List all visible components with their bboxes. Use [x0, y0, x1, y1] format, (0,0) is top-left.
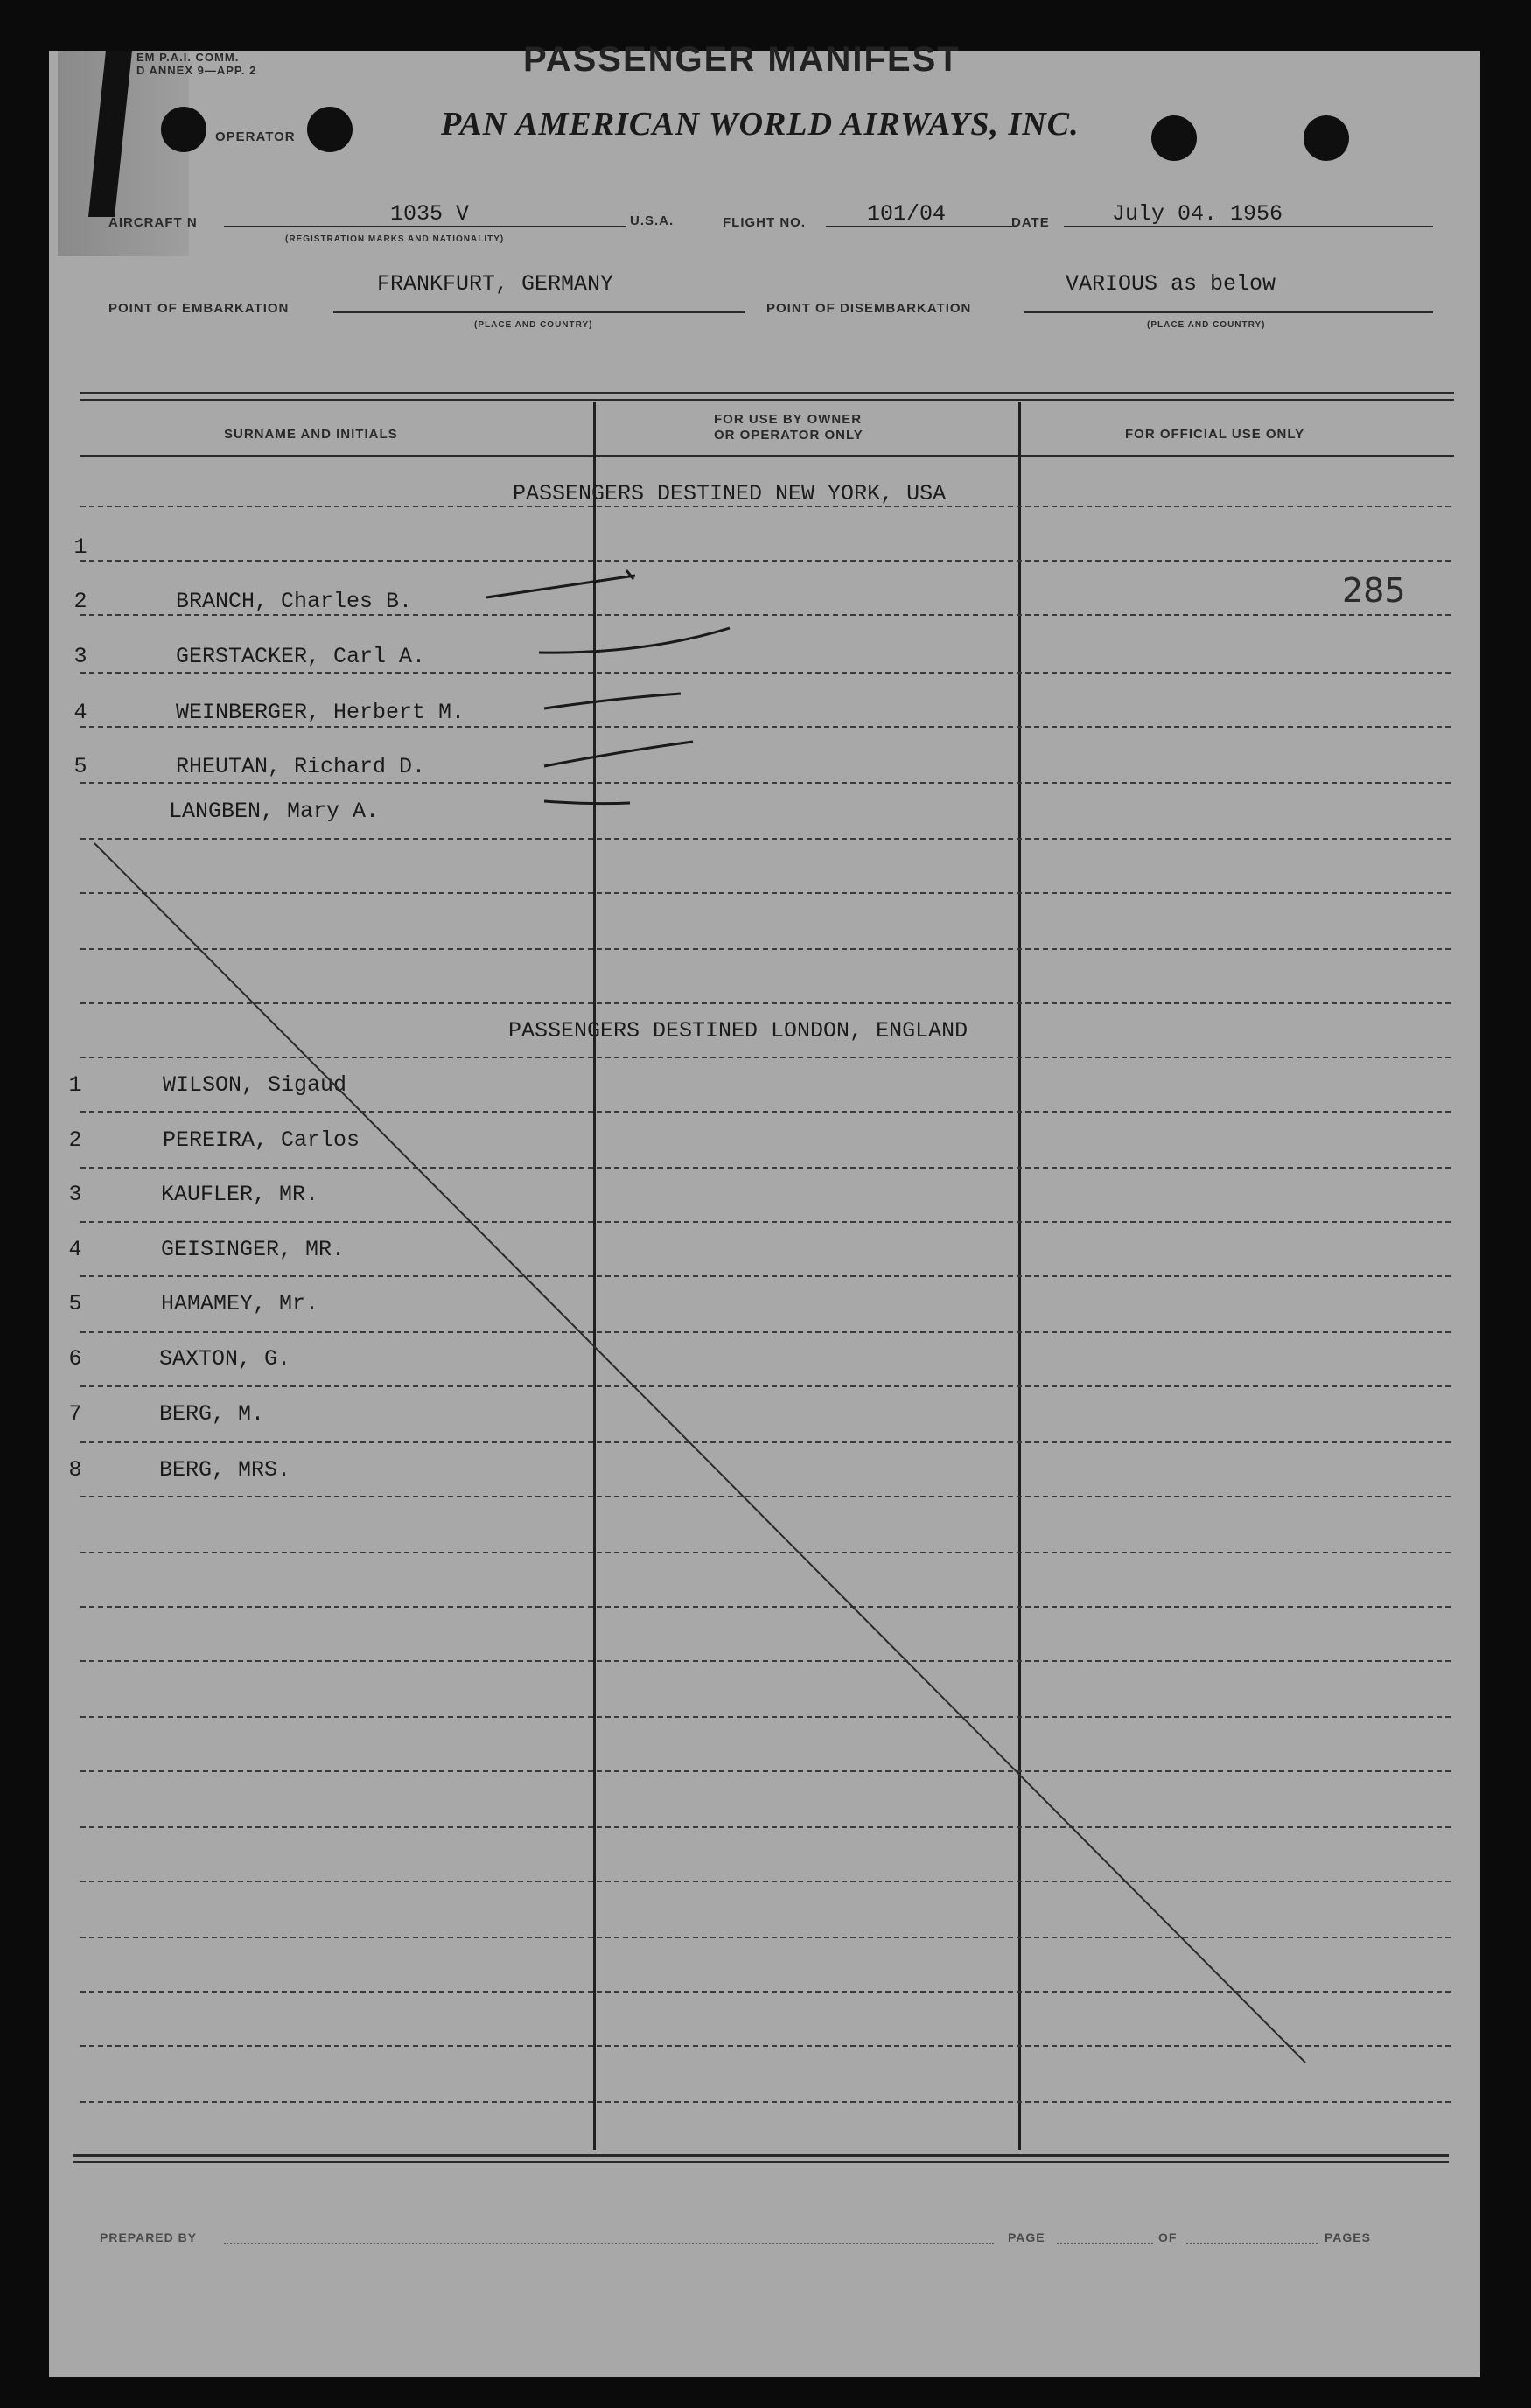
operator-label: OPERATOR: [215, 129, 296, 144]
column-header-owner-line1: FOR USE BY OWNER: [714, 412, 863, 427]
row-number: 3: [73, 644, 87, 669]
passenger-name: BERG, M.: [159, 1401, 265, 1427]
row-number: 6: [68, 1346, 82, 1372]
passenger-name: BRANCH, Charles B.: [176, 589, 413, 614]
prepared-by-label: PREPARED BY: [100, 2230, 198, 2244]
of-label: OF: [1158, 2230, 1178, 2244]
usa-label: U.S.A.: [630, 213, 675, 228]
passenger-name: WILSON, Sigaud: [163, 1072, 347, 1098]
passenger-name: RHEUTAN, Richard D.: [176, 754, 426, 779]
flight-label: FLIGHT NO.: [723, 215, 806, 230]
pages-label: PAGES: [1325, 2230, 1371, 2244]
registration-caption: (REGISTRATION MARKS AND NATIONALITY): [285, 234, 505, 244]
manifest-page: [49, 40, 1480, 2377]
passenger-name: GEISINGER, MR.: [161, 1237, 346, 1262]
column-header-official: FOR OFFICIAL USE ONLY: [1125, 427, 1305, 442]
passenger-name: PEREIRA, Carlos: [163, 1127, 360, 1153]
embarkation-value: FRANKFURT, GERMANY: [377, 271, 614, 297]
passenger-name: HAMAMEY, Mr.: [161, 1291, 319, 1316]
row-number: 7: [68, 1401, 82, 1427]
airline-name: PAN AMERICAN WORLD AIRWAYS, INC.: [441, 106, 1080, 143]
disembarkation-caption: (PLACE AND COUNTRY): [1147, 320, 1266, 330]
row-number: 2: [68, 1127, 82, 1153]
disembarkation-value: VARIOUS as below: [1066, 271, 1276, 297]
passenger-name: GERSTACKER, Carl A.: [176, 644, 426, 669]
row-number: 1: [68, 1072, 82, 1098]
row-number: 5: [68, 1291, 82, 1316]
column-header-owner-line2: OR OPERATOR ONLY: [714, 428, 863, 443]
page-label: PAGE: [1008, 2230, 1045, 2244]
aircraft-value: 1035 V: [390, 201, 470, 227]
embarkation-label: POINT OF EMBARKATION: [108, 301, 290, 316]
form-title: PASSENGER MANIFEST: [523, 40, 961, 79]
corner-note-2: D ANNEX 9—APP. 2: [136, 64, 257, 77]
check-mark-3: [544, 694, 681, 708]
embarkation-caption: (PLACE AND COUNTRY): [474, 320, 593, 330]
date-value: July 04. 1956: [1112, 201, 1283, 227]
check-mark-1: [486, 570, 635, 597]
passenger-name: SAXTON, G.: [159, 1346, 291, 1372]
corner-note-1: EM P.A.I. COMM.: [136, 51, 240, 64]
row-number: 2: [73, 589, 87, 614]
row-number: 4: [73, 700, 87, 725]
check-mark-4: [544, 742, 693, 766]
row-number: 8: [68, 1457, 82, 1483]
check-mark-2: [539, 628, 730, 653]
row-number: 3: [68, 1182, 82, 1207]
passenger-name: WEINBERGER, Herbert M.: [176, 700, 465, 725]
section-title-new-york: PASSENGERS DESTINED NEW YORK, USA: [513, 481, 947, 506]
date-label: DATE: [1011, 215, 1050, 230]
check-mark-5: [544, 801, 630, 804]
passenger-name: LANGBEN, Mary A.: [169, 799, 380, 824]
row-number: 4: [68, 1237, 82, 1262]
passenger-name: BERG, MRS.: [159, 1457, 291, 1483]
aircraft-label: AIRCRAFT N: [108, 215, 198, 230]
page-line: [1057, 2243, 1153, 2244]
of-line: [1186, 2243, 1318, 2244]
section-title-london: PASSENGERS DESTINED LONDON, ENGLAND: [508, 1018, 968, 1043]
flight-value: 101/04: [867, 201, 947, 227]
row-number: 1: [73, 534, 87, 560]
column-header-surname: SURNAME AND INITIALS: [224, 427, 398, 442]
void-diagonal-line: [94, 843, 1305, 2063]
pen-marks-overlay: [49, 51, 1480, 2377]
official-handwritten-note: 285: [1342, 571, 1406, 610]
disembarkation-label: POINT OF DISEMBARKATION: [766, 301, 972, 316]
passenger-name: KAUFLER, MR.: [161, 1182, 319, 1207]
row-number: 5: [73, 754, 87, 779]
prepared-by-line: [224, 2243, 994, 2244]
